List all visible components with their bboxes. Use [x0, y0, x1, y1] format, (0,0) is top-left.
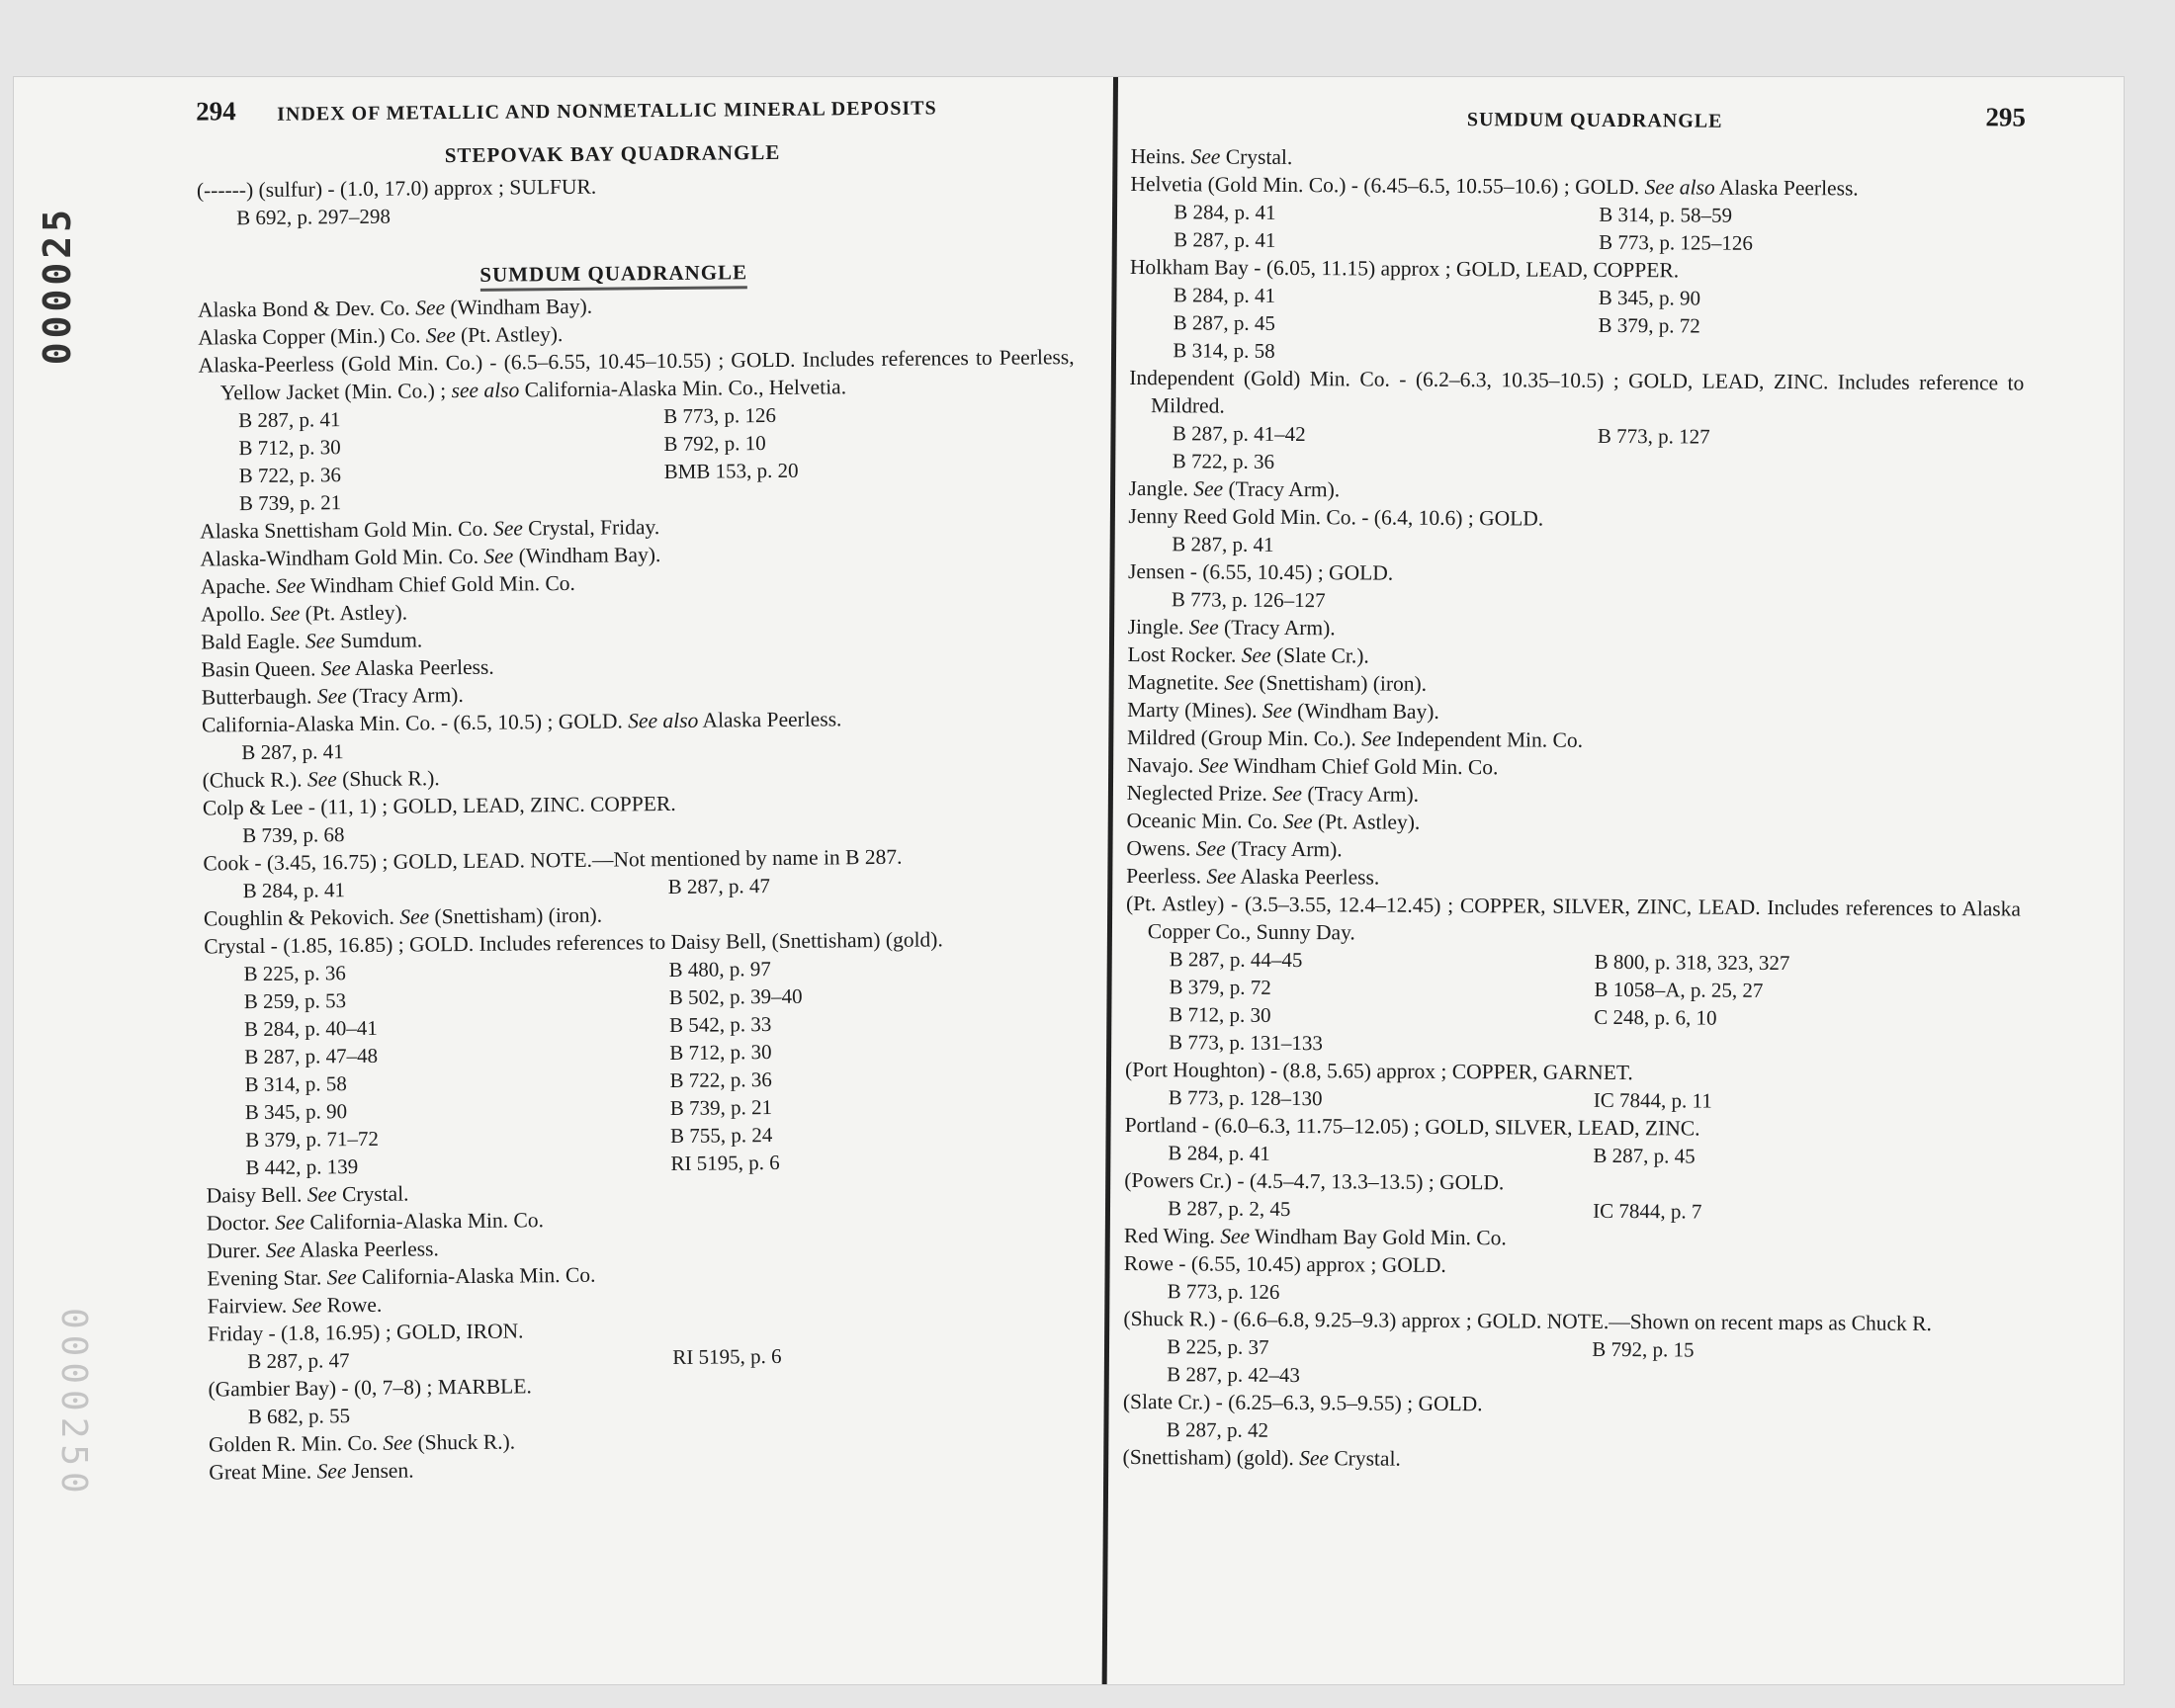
entry-name: Doctor. — [206, 1210, 270, 1236]
reference-citation: B 284, p. 41 — [1173, 283, 1276, 307]
reference-column-left — [1169, 945, 1595, 1059]
reference-citation: B 379, p. 72 — [1169, 975, 1271, 999]
see-reference: See — [270, 601, 301, 626]
reference-column-left — [1174, 198, 1599, 256]
reference-citation: B 287, p. 41 — [1174, 227, 1276, 252]
entry-name: Heins. — [1130, 143, 1186, 169]
see-reference: See — [292, 1293, 322, 1318]
entry-text: (gold). — [1231, 1445, 1300, 1471]
entry-name: Magnetite. — [1127, 669, 1220, 695]
entry-name: Lost Rocker. — [1127, 641, 1237, 667]
reference-list — [1130, 198, 2025, 259]
reference-column-right — [1599, 201, 2025, 259]
entry-target: Windham Chief Gold Min. Co. — [304, 570, 575, 598]
reference-column-left — [236, 200, 661, 231]
see-reference: See — [316, 684, 347, 709]
entry-name: Coughlin & Pekovich. — [203, 904, 394, 931]
entry-text: - (6.55, 10.45) approx ; GOLD. — [1173, 1251, 1446, 1277]
quadrangle-title: STEPOVAK BAY QUADRANGLE — [444, 139, 781, 168]
see-reference: See — [1282, 809, 1313, 834]
reference-column-left — [1168, 1139, 1593, 1169]
reference-column-right — [1597, 588, 2023, 619]
reference-column-right — [1593, 1142, 2019, 1172]
entry-target: (Tracy Arm). — [1218, 615, 1336, 640]
right-page-header — [1131, 97, 2026, 148]
entry-text: (Gold Min. Co.) - (6.45–6.5, 10.55–10.6) ; GOLD. — [1202, 172, 1645, 200]
reference-column-right — [668, 952, 1082, 1177]
entry-name: Red Wing. — [1123, 1223, 1215, 1248]
see-reference: See also — [1644, 175, 1715, 200]
running-title: INDEX OF METALLIC AND NONMETALLIC MINERAL DEPOSITS — [277, 97, 937, 126]
left-page-body — [152, 137, 1085, 1487]
see-reference: See — [306, 767, 337, 792]
entry-name: Mildred — [1126, 725, 1196, 750]
entry-target: Crystal. — [1220, 144, 1293, 169]
reference-citation: B 345, p. 90 — [244, 1099, 348, 1125]
entry-name: Oceanic Min. Co. — [1126, 808, 1278, 833]
entry-text: - (4.5–4.7, 13.3–13.5) ; GOLD. — [1231, 1168, 1505, 1195]
reference-citation: B 692, p. 297–298 — [236, 204, 392, 230]
entry-name: Crystal — [204, 933, 266, 959]
entry-name: Neglected Prize. — [1126, 780, 1267, 806]
reference-column-right — [1597, 533, 2023, 563]
reference-citation: B 287, p. 47–48 — [244, 1043, 379, 1069]
entry-target: (Tracy Arm). — [1223, 476, 1341, 502]
entry-target: Crystal, Friday. — [522, 515, 660, 541]
entry-target: (Pt. Astley). — [1312, 810, 1421, 834]
see-reference: see also — [451, 378, 520, 403]
see-reference: See — [492, 516, 523, 541]
entry-text: - (6.05, 11.15) approx ; GOLD, LEAD, COPPER. — [1248, 255, 1680, 283]
reference-citation: B 722, p. 36 — [1172, 449, 1275, 473]
entry-name: Alaska Bond & Dev. Co. — [197, 296, 410, 322]
entry-name: Jangle. — [1128, 475, 1188, 501]
entry-target: Windham Bay Gold Min. Co. — [1250, 1224, 1507, 1250]
reference-citation: B 314, p. 58 — [244, 1071, 347, 1097]
entry-target: Alaska Peerless. — [350, 654, 494, 681]
reference-citation: B 287, p. 45 — [1593, 1143, 1696, 1168]
index-entry — [1126, 890, 2021, 951]
reference-citation: BMB 153, p. 20 — [663, 458, 799, 484]
reference-citation: B 345, p. 90 — [1598, 285, 1701, 310]
see-reference: See — [383, 1430, 413, 1455]
see-reference: See — [1272, 781, 1303, 807]
left-page-header — [152, 88, 1072, 142]
page-gutter — [1102, 77, 1118, 1684]
entry-target: (Windham Bay). — [444, 294, 593, 320]
reference-citation: B 287, p. 47 — [247, 1348, 350, 1374]
reference-citation: B 284, p. 41 — [242, 878, 346, 903]
reference-citation: B 287, p. 41–42 — [1172, 421, 1306, 447]
see-reference: See — [1195, 836, 1226, 861]
reference-citation: B 379, p. 72 — [1598, 312, 1700, 338]
reference-citation: B 225, p. 36 — [243, 961, 346, 986]
entry-target: Alaska Peerless. — [1236, 864, 1380, 890]
reference-citation: B 773, p. 125–126 — [1599, 229, 1753, 255]
reference-column-right — [1592, 1418, 2018, 1449]
entry-text: - (6.0–6.3, 11.75–12.05) ; GOLD, SILVER, LEAD, ZINC. — [1196, 1113, 1700, 1141]
see-reference: See — [1188, 615, 1219, 640]
reference-citation: B 773, p. 128–130 — [1168, 1085, 1323, 1111]
see-reference: See also — [628, 708, 699, 733]
entry-text: - (6.5, 10.5) ; GOLD. — [435, 709, 629, 735]
entry-name: Friday — [207, 1321, 264, 1346]
entry-name: (Shuck R.) — [1123, 1306, 1216, 1331]
reference-list — [1129, 281, 2024, 370]
reference-citation: B 314, p. 58 — [1173, 338, 1275, 363]
reference-citation: B 284, p. 41 — [1168, 1141, 1270, 1165]
entry-name: Apollo. — [200, 601, 266, 627]
entry-text: - (6.55, 10.45) ; GOLD. — [1184, 559, 1394, 585]
entry-target: California-Alaska Min. Co. — [304, 1208, 545, 1235]
reference-column-left — [247, 1343, 672, 1375]
entry-target: Independent Min. Co. — [1390, 726, 1584, 752]
reference-citation: B 773, p. 126–127 — [1171, 587, 1326, 613]
reference-column-left — [1173, 419, 1598, 477]
see-reference: See — [399, 904, 430, 929]
left-page — [152, 88, 1085, 1487]
reference-citation: B 287, p. 42 — [1166, 1417, 1269, 1442]
entry-name: Apache. — [200, 573, 271, 599]
reference-list — [155, 398, 1076, 518]
entry-name: Cook — [203, 851, 250, 876]
reference-column-left — [1172, 585, 1597, 616]
entry-target: Crystal. — [1328, 1446, 1401, 1471]
reference-column-left — [248, 1399, 673, 1430]
entry-target: (Windham Bay). — [1291, 699, 1439, 724]
reference-column-right — [1593, 1280, 2019, 1311]
entry-name: Holkham Bay — [1129, 254, 1250, 280]
entry-name: Marty (Mines). — [1127, 697, 1258, 723]
index-entry — [1129, 364, 2024, 425]
entry-text: - (1.85, 16.85) ; GOLD. Includes references to Daisy Bell, (Snettisham) (gold). — [265, 927, 943, 958]
reference-citation: B 442, p. 139 — [245, 1154, 359, 1180]
entry-name: (Gambier Bay) — [208, 1376, 337, 1402]
reference-citation: B 739, p. 21 — [238, 490, 342, 516]
entry-text: - (6.6–6.8, 9.25–9.3) approx ; GOLD. NOTE.—Shown on recent maps as Chuck R. — [1215, 1307, 1933, 1335]
running-title: SUMDUM QUADRANGLE — [1466, 109, 1723, 132]
entry-target: (Pt. Astley). — [455, 322, 564, 348]
entry-target: Alaska Peerless. — [1714, 175, 1859, 201]
page-number: 294 — [195, 96, 236, 127]
entry-name: Peerless. — [1126, 863, 1202, 889]
quadrangle-heading — [152, 137, 1072, 171]
entry-name: Durer. — [207, 1238, 261, 1263]
entry-target: California-Alaska Min. Co. — [356, 1262, 596, 1290]
reference-column-right — [1593, 1197, 2019, 1228]
reference-citation: B 259, p. 53 — [243, 988, 347, 1014]
see-reference: See — [1206, 864, 1237, 889]
see-reference: See — [1241, 642, 1271, 667]
see-reference: See — [316, 1459, 347, 1484]
reference-column-right — [672, 1339, 1084, 1371]
reference-citation: B 800, p. 318, 323, 327 — [1594, 949, 1790, 976]
entry-target: (Snettisham) (iron). — [428, 902, 603, 929]
entry-name: (Powers Cr.) — [1124, 1167, 1233, 1193]
reference-column-right — [661, 196, 1073, 227]
entry-name: Alaska Copper (Min.) Co. — [198, 323, 421, 350]
entry-target: Windham Chief Gold Min. Co. — [1228, 753, 1499, 780]
entry-target: California-Alaska Min. Co., Helvetia. — [519, 375, 847, 402]
scanned-spread — [14, 77, 2124, 1684]
reference-citation: B 712, p. 30 — [1169, 1002, 1271, 1027]
see-reference: See — [1299, 1446, 1330, 1471]
reference-citation: B 773, p. 127 — [1597, 423, 1710, 449]
entry-name: Portland — [1124, 1112, 1197, 1138]
entry-target: (Windham Bay). — [513, 543, 661, 568]
entry-target: (Tracy Arm). — [1301, 782, 1420, 807]
see-reference: See — [1190, 144, 1221, 169]
entry-target: (Snettisham) (iron). — [1254, 670, 1428, 696]
entry-text: - (1.8, 16.95) ; GOLD, IRON. — [263, 1319, 524, 1345]
reference-column-left — [1167, 1332, 1592, 1391]
reference-column-right — [668, 869, 1080, 900]
entry-name: Alaska-Windham Gold Min. Co. — [200, 544, 479, 571]
entry-name: Fairview. — [207, 1293, 288, 1319]
entry-target: Alaska Peerless. — [295, 1237, 439, 1262]
reference-column-right — [673, 1395, 1085, 1426]
entry-text: - (6.25–6.3, 9.5–9.55) ; GOLD. — [1210, 1390, 1483, 1416]
reference-citation: B 773, p. 126 — [1167, 1279, 1280, 1304]
see-reference: See — [304, 629, 335, 653]
quadrangle-heading — [154, 257, 1074, 291]
entry-target: Sumdum. — [334, 628, 423, 653]
see-reference: See — [483, 544, 514, 568]
see-reference: See — [320, 656, 351, 681]
reference-column-right — [667, 813, 1079, 845]
reference-column-left — [1167, 1415, 1592, 1446]
see-reference: See — [1224, 670, 1255, 695]
entry-name: Colp & Lee — [202, 795, 304, 820]
entry-name: Alaska-Peerless — [198, 352, 335, 378]
entry-target: (Tracy Arm). — [1225, 836, 1343, 862]
entry-name: (Chuck R.). — [202, 767, 303, 793]
entry-text: - (3.45, 16.75) ; GOLD, LEAD. NOTE.—Not mentioned by name in B 287. — [248, 844, 903, 876]
reference-column-right — [1598, 284, 2025, 370]
reference-citation: B 739, p. 68 — [242, 822, 345, 848]
reference-citation: B 287, p. 47 — [667, 874, 771, 899]
see-reference: See — [276, 573, 306, 598]
entry-name: Independent — [1129, 365, 1235, 390]
reference-citation: B 284, p. 41 — [1174, 200, 1276, 224]
reference-citation: IC 7844, p. 7 — [1593, 1198, 1702, 1224]
entry-text: (Gold) Min. Co. - (6.2–6.3, 10.35–10.5) ; GOLD, LEAD, ZINC. Includes reference to Mildred. — [1151, 366, 2025, 418]
entry-name: Jenny Reed Gold Min. Co. — [1128, 503, 1357, 530]
reference-citation: B 722, p. 36 — [238, 463, 342, 488]
quadrangle-title: SUMDUM QUADRANGLE — [479, 260, 747, 292]
reference-column-left — [1173, 281, 1599, 367]
reference-column-left — [1169, 1083, 1594, 1114]
entry-target: Rowe. — [321, 1292, 383, 1318]
entry-name: Butterbaugh. — [201, 684, 312, 710]
entry-text: - (3.5–3.55, 12.4–12.45) ; COPPER, SILVER, ZINC, LEAD. Includes references to Alaska Copper Co., Sunny Day. — [1147, 892, 2022, 945]
reference-column-right — [663, 398, 1076, 513]
entry-name: Golden R. Min. Co. — [208, 1430, 379, 1457]
reference-citation: B 502, p. 39–40 — [668, 983, 803, 1010]
reference-citation: B 314, p. 58–59 — [1599, 202, 1733, 227]
reference-column-left — [1168, 1194, 1593, 1225]
reference-citation: B 773, p. 131–133 — [1169, 1030, 1323, 1056]
reference-citation: B 284, p. 40–41 — [243, 1015, 378, 1042]
entry-name: (Pt. Astley) — [1125, 891, 1225, 916]
entry-target: (Slate Cr.). — [1270, 642, 1369, 668]
reference-column-right — [1592, 1335, 2018, 1394]
reference-citation: B 722, p. 36 — [669, 1068, 772, 1093]
entry-text: - (8.8, 5.65) approx ; COPPER, GARNET. — [1264, 1058, 1633, 1085]
reference-citation: B 287, p. 45 — [1173, 310, 1275, 335]
entry-name: Daisy Bell. — [206, 1182, 303, 1208]
right-page — [1123, 97, 2026, 1477]
reference-citation: B 287, p. 41 — [238, 407, 341, 433]
see-reference: See — [306, 1182, 337, 1207]
reference-citation: B 287, p. 41 — [1172, 532, 1274, 556]
entry-name: Owens. — [1126, 835, 1191, 861]
entry-name: Jensen — [1127, 558, 1185, 584]
entry-name: Jingle. — [1127, 614, 1184, 640]
reference-column-left — [242, 817, 667, 849]
entry-name: Great Mine. — [209, 1459, 312, 1485]
see-reference: See — [425, 323, 456, 348]
reference-citation: B 287, p. 42–43 — [1167, 1362, 1300, 1388]
reference-citation: B 739, p. 21 — [669, 1095, 773, 1121]
entry-target: (Pt. Astley). — [300, 600, 408, 626]
entry-name: Bald Eagle. — [201, 629, 301, 654]
reference-citation: B 287, p. 2, 45 — [1168, 1196, 1291, 1222]
reference-citation: B 1058–A, p. 25, 27 — [1594, 977, 1764, 1002]
reference-citation: B 712, p. 30 — [669, 1040, 772, 1066]
see-reference: See — [1198, 753, 1229, 778]
reference-column-right — [1594, 948, 2021, 1062]
entry-target: (Shuck R.). — [412, 1429, 516, 1455]
reference-citation: B 542, p. 33 — [668, 1012, 772, 1038]
archive-stamp: 000025 — [36, 206, 79, 366]
reference-list — [1129, 419, 2024, 480]
entry-text: (Group Min. Co.). — [1195, 726, 1362, 751]
index-entry — [1123, 1443, 2018, 1477]
reference-citation: B 480, p. 97 — [668, 957, 771, 982]
entry-name: Basin Queen. — [201, 656, 316, 682]
reference-citation: B 755, p. 24 — [669, 1123, 773, 1149]
see-reference: See — [1361, 726, 1392, 751]
reference-column-left — [243, 873, 668, 904]
index-entry — [198, 343, 1074, 407]
entry-name: (Port Houghton) — [1124, 1057, 1265, 1082]
reference-column-left — [1168, 1277, 1593, 1308]
entry-text: (Gold Min. Co.) - (6.5–6.55, 10.45–10.55) ; GOLD. Includes references to Peerless, Yellow Jacket (Min. Co.) ; — [219, 345, 1075, 405]
reference-list — [1125, 945, 2021, 1062]
reference-column-right — [666, 730, 1078, 762]
reference-column-right — [1598, 422, 2024, 480]
reference-citation: B 287, p. 41 — [241, 739, 344, 765]
see-reference: See — [1193, 476, 1224, 501]
entry-name: California-Alaska Min. Co. — [201, 711, 436, 737]
reference-citation: RI 5195, p. 6 — [672, 1343, 782, 1370]
reference-citation: B 792, p. 15 — [1592, 1336, 1695, 1362]
entry-name: (Slate Cr.) — [1122, 1389, 1211, 1414]
reference-citation: B 225, p. 37 — [1167, 1334, 1269, 1359]
entry-name: Alaska Snettisham Gold Min. Co. — [200, 516, 488, 544]
reference-citation: B 773, p. 126 — [663, 402, 777, 429]
entry-text: - (0, 7–8) ; MARBLE. — [335, 1374, 532, 1401]
entry-text: - (11, 1) ; GOLD, LEAD, ZINC. COPPER. — [303, 791, 676, 819]
entry-name: Evening Star. — [207, 1265, 322, 1291]
reference-citation: RI 5195, p. 6 — [670, 1150, 780, 1176]
reference-citation: B 379, p. 71–72 — [245, 1126, 380, 1153]
reference-list — [1123, 1332, 2018, 1394]
reference-citation: B 792, p. 10 — [663, 431, 766, 457]
entry-target: (Tracy Arm). — [346, 683, 464, 709]
entry-name: Navajo. — [1126, 752, 1194, 778]
reference-column-right — [1594, 1086, 2020, 1117]
reference-citation: C 248, p. 6, 10 — [1594, 1004, 1717, 1030]
reference-list — [160, 952, 1082, 1182]
see-reference: See — [275, 1210, 305, 1235]
entry-name: (------) — [196, 178, 254, 203]
right-page-body — [1123, 142, 2026, 1477]
entry-target: Crystal. — [336, 1181, 409, 1207]
entry-target: (Shuck R.). — [336, 766, 440, 792]
entry-name: (Snettisham) — [1122, 1444, 1232, 1470]
entry-text: (sulfur) - (1.0, 17.0) approx ; SULFUR. — [253, 174, 597, 203]
see-reference: See — [326, 1265, 357, 1290]
entry-name: Helvetia — [1130, 171, 1203, 197]
see-reference: See — [1220, 1224, 1251, 1248]
reference-citation: B 712, p. 30 — [238, 435, 341, 461]
reference-citation: IC 7844, p. 11 — [1593, 1087, 1712, 1113]
entry-target: Alaska Peerless. — [698, 707, 842, 732]
reference-column-left — [243, 956, 670, 1181]
see-reference: See — [265, 1238, 296, 1262]
see-reference: See — [1262, 698, 1292, 724]
entry-name: Rowe — [1123, 1250, 1174, 1276]
entry-text: - (6.4, 10.6) ; GOLD. — [1355, 505, 1544, 531]
entry-target: Jensen. — [346, 1458, 414, 1484]
reference-column-left — [1172, 530, 1597, 560]
reference-column-left — [241, 734, 666, 766]
see-reference: See — [415, 296, 446, 320]
reference-citation: B 287, p. 44–45 — [1169, 947, 1303, 973]
archive-stamp-ghost: 0000250 — [53, 1308, 94, 1499]
reference-column-left — [238, 402, 664, 517]
page-number: 295 — [1985, 102, 2026, 132]
reference-citation: B 682, p. 55 — [247, 1404, 351, 1429]
